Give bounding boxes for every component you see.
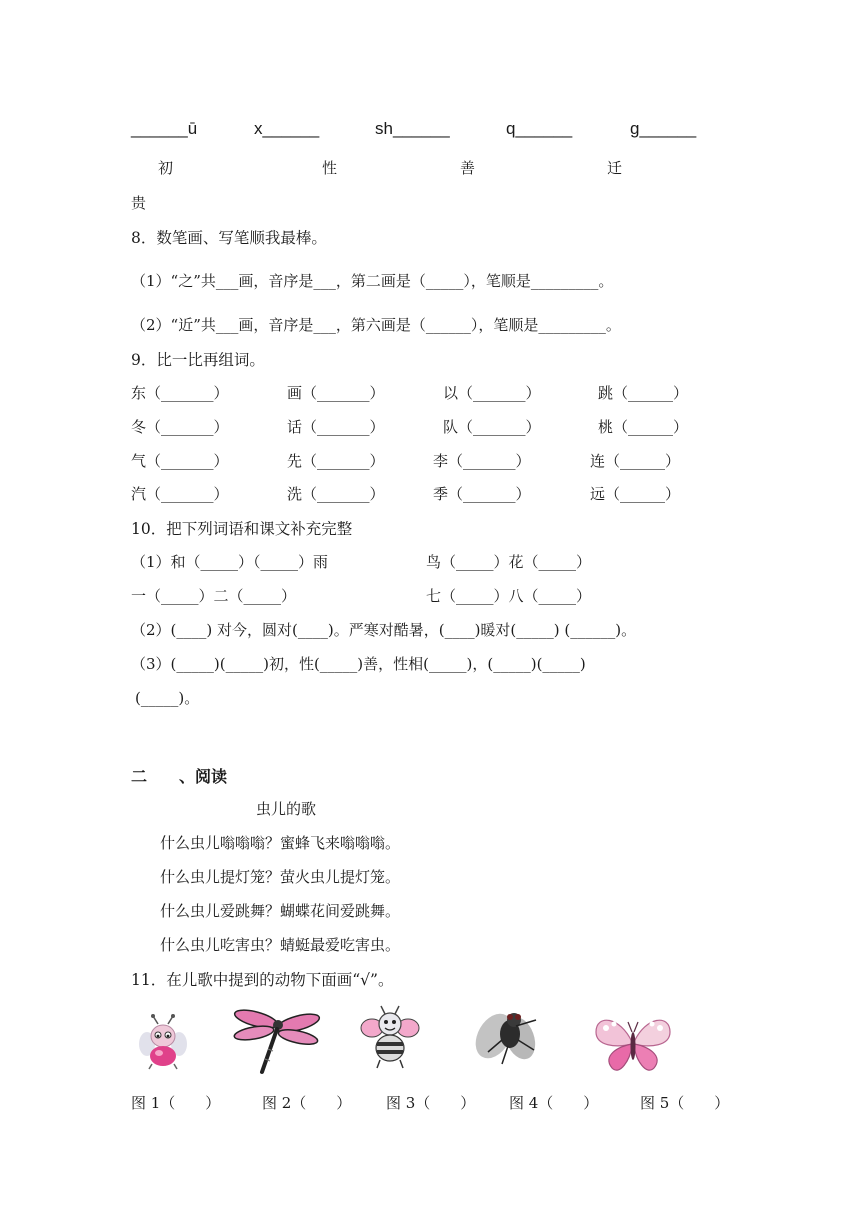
poem-line: 什么虫儿提灯笼？萤火虫儿提灯笼。	[160, 868, 401, 886]
pinyin-blank-4: q______	[506, 119, 573, 138]
fly-icon	[472, 1006, 544, 1070]
q9-cell: 连（______）	[590, 452, 681, 470]
butterfly-icon	[590, 1010, 676, 1076]
section-reading-title: 二 、阅读	[131, 767, 228, 786]
q9-cell: 先（_______）	[287, 452, 385, 470]
char-chu: 初	[158, 159, 174, 177]
q11-title: 11．在儿歌中提到的动物下面画“√”。	[131, 971, 394, 989]
q10-line-2b: 七（_____）八（_____）	[426, 587, 592, 605]
q8-item-2: （2）“近”共___画，音序是___，第六画是（______），笔顺是_________。	[131, 316, 621, 334]
q8-item-1: （1）“之”共___画，音序是___，第二画是（_____），笔顺是_________。	[131, 272, 614, 290]
q9-cell: 洗（_______）	[287, 485, 385, 503]
q9-cell: 跳（______）	[598, 384, 689, 402]
q9-cell: 远（______）	[590, 485, 681, 503]
pinyin-blank-2: x______	[254, 119, 320, 138]
q10-line-1a: （1）和（_____）（_____）雨	[131, 553, 329, 571]
poem-line: 什么虫儿嗡嗡嗡？蜜蜂飞来嗡嗡嗡。	[160, 834, 401, 852]
char-shan: 善	[460, 159, 476, 177]
q10-line-4: （3）(_____)(_____)初，性(_____)善，性相(_____)，(_____)(_____)	[131, 655, 586, 673]
q9-cell: 东（_______）	[131, 384, 229, 402]
poem-line: 什么虫儿爱跳舞？蝴蝶花间爱跳舞。	[160, 902, 401, 920]
q10-title: 10．把下列词语和课文补充完整	[131, 520, 353, 538]
q9-cell: 汽（_______）	[131, 485, 229, 503]
q10-line-1b: 鸟（_____）花（_____）	[426, 553, 592, 571]
q9-cell: 话（_______）	[287, 418, 385, 436]
pinyin-blank-5: g______	[630, 119, 697, 138]
q9-cell: 以（_______）	[443, 384, 541, 402]
picture-label-2: 图 2（ ）	[262, 1094, 352, 1112]
q9-cell: 李（_______）	[433, 452, 531, 470]
picture-label-4: 图 4（ ）	[509, 1094, 599, 1112]
char-qian: 迁	[607, 159, 623, 177]
q8-title: 8．数笔画、写笔顺我最棒。	[131, 229, 327, 247]
q9-cell: 队（_______）	[443, 418, 541, 436]
dragonfly-icon	[232, 1005, 322, 1075]
q9-cell: 气（_______）	[131, 452, 229, 470]
picture-label-1: 图 1（ ）	[131, 1094, 221, 1112]
q9-cell: 桃（______）	[598, 418, 689, 436]
q9-cell: 季（_______）	[433, 485, 531, 503]
picture-label-3: 图 3（ ）	[386, 1094, 476, 1112]
poem-title: 虫儿的歌	[256, 800, 317, 818]
q10-line-2a: 一（_____）二（_____）	[131, 587, 297, 605]
char-gui: 贵	[131, 194, 147, 212]
char-xing: 性	[322, 159, 338, 177]
q9-cell: 冬（_______）	[131, 418, 229, 436]
pinyin-blank-1: ______ū	[131, 119, 198, 138]
pinyin-blank-3: sh______	[375, 119, 450, 138]
q10-line-5: (_____)。	[135, 689, 200, 707]
poem-line: 什么虫儿吃害虫？蜻蜓最爱吃害虫。	[160, 936, 401, 954]
picture-label-5: 图 5（ ）	[640, 1094, 730, 1112]
q9-title: 9．比一比再组词。	[131, 351, 265, 369]
q9-cell: 画（_______）	[287, 384, 385, 402]
firefly-icon	[136, 1014, 190, 1070]
bee-icon	[360, 1004, 420, 1070]
q10-line-3: （2）(____) 对今，圆对(____)。严寒对酷暑，(____)暖对(_____) (______)。	[131, 621, 637, 639]
